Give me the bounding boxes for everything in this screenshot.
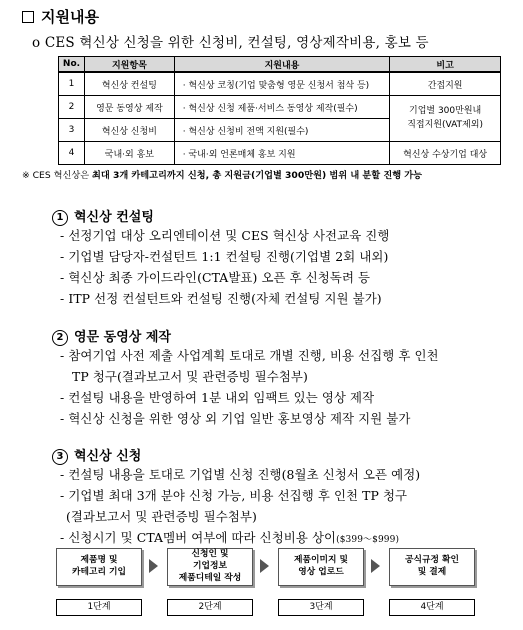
cell-item: 혁신상 컨설팅 <box>84 72 174 96</box>
step-line: 공식규정 확인 <box>404 555 460 566</box>
table-row <box>59 72 501 96</box>
cell-content: · 혁신상 코칭(기업 맞춤형 영문 신청서 첨삭 등) <box>174 72 389 96</box>
cell-no: 2 <box>59 96 85 119</box>
arrow-right-icon <box>260 559 269 573</box>
step-line: 영상 업로드 <box>298 567 344 577</box>
stage-label-4: 4단계 <box>389 599 475 616</box>
merged-note-line-2: 직접지원(VAT제외) <box>407 119 483 130</box>
cell-note: 간접지원 <box>390 72 501 96</box>
list-item: - 컨설팅 내용을 반영하여 1분 내외 임팩트 있는 영상 제작 <box>60 390 375 405</box>
table-header-row <box>59 57 501 73</box>
flow-step-4 <box>389 548 475 586</box>
stage-label-3: 3단계 <box>278 599 364 616</box>
section-heading <box>22 6 99 27</box>
header-no: No. <box>59 57 85 73</box>
section-title-text: 혁신상 신청 <box>74 449 142 464</box>
list-item: - ITP 선정 컨설턴트와 컨설팅 진행(자체 컨설팅 지원 불가) <box>60 291 382 306</box>
cell-content: · 혁신상 신청 제품·서비스 동영상 제작(필수) <box>174 96 389 119</box>
circled-number-2: 2 <box>52 330 68 346</box>
list-item: - 컨설팅 내용을 토대로 기업별 신청 진행(8월초 신청서 오픈 예정) <box>60 467 421 482</box>
cell-no: 4 <box>59 142 85 165</box>
list-item: TP 청구(결과보고서 및 관련증빙 필수첨부) <box>72 369 308 384</box>
flow-step-3 <box>278 548 364 586</box>
section-title-text: 혁신상 컨설팅 <box>74 210 154 225</box>
step-line: 제품디테일 작성 <box>178 572 242 583</box>
cell-merged-note <box>390 96 501 142</box>
cell-content: · 혁신상 신청비 전액 지원(필수) <box>174 119 389 142</box>
heading-text: 지원내용 <box>41 8 99 26</box>
cell-content: · 국내·외 언론매체 홍보 지원 <box>174 142 389 165</box>
list-item: - 혁신상 신청을 위한 영상 외 기업 일반 홍보영상 제작 지원 불가 <box>60 411 411 426</box>
intro-line: o CES 혁신상 신청을 위한 신청비, 컨설팅, 영상제작비용, 홍보 등 <box>32 35 429 51</box>
flow-step-2 <box>167 548 253 586</box>
merged-note-line-1: 기업별 300만원내 <box>409 105 482 116</box>
cell-no: 1 <box>59 72 85 96</box>
price-range: ($399～$999) <box>336 535 400 545</box>
cell-note: 혁신상 수상기업 대상 <box>390 142 501 165</box>
circled-number-1: 1 <box>52 210 68 226</box>
stage-label-2: 2단계 <box>167 599 253 616</box>
step-line: 기업정보 <box>193 561 227 572</box>
table-row <box>59 96 501 119</box>
cell-item: 영문 동영상 제작 <box>84 96 174 119</box>
step-line: 제품명 및 <box>80 555 118 566</box>
list-item: - 기업별 담당자-컨설턴트 1:1 컨설팅 진행(기업별 2회 내외) <box>60 249 389 264</box>
section-title-video <box>52 326 171 346</box>
cell-item: 국내·외 홍보 <box>84 142 174 165</box>
header-note: 비고 <box>390 57 501 73</box>
list-item: - 참여기업 사전 제출 사업계획 토대로 개별 진행, 비용 선집행 후 인천 <box>60 348 439 363</box>
cell-no: 3 <box>59 119 85 142</box>
section-title-application <box>52 445 141 465</box>
section-title-text: 영문 동영상 제작 <box>74 330 171 345</box>
step-line: 카테고리 기입 <box>71 567 127 577</box>
cell-item: 혁신상 신청비 <box>84 119 174 142</box>
list-item: (결과보고서 및 관련증빙 필수첨부) <box>66 509 257 524</box>
step-line: 및 결제 <box>417 567 447 577</box>
footnote <box>22 167 422 181</box>
arrow-right-icon <box>371 559 380 573</box>
list-item-text: - 신청시기 및 CTA멤버 여부에 따라 신청비용 상이 <box>60 530 337 545</box>
header-item: 지원항목 <box>84 57 174 73</box>
list-item: - 기업별 최대 3개 분야 신청 가능, 비용 선집행 후 인천 TP 청구 <box>60 488 408 503</box>
list-item: - 혁신상 최종 가이드라인(CTA발표) 오픈 후 신청독려 등 <box>60 270 371 285</box>
step-line: 제품이미지 및 <box>293 555 349 566</box>
circled-number-3: 3 <box>52 449 68 465</box>
list-item: - 선정기업 대상 오리엔테이션 및 CES 혁신상 사전교육 진행 <box>60 228 390 243</box>
support-table <box>58 56 501 165</box>
table-row <box>59 142 501 165</box>
section-title-consulting <box>52 206 154 226</box>
footnote-bold: 최대 3개 카테고리까지 신청, 총 지원금(기업별 300만원) 범위 내 분할 진행 가능 <box>92 170 423 181</box>
list-item <box>60 528 399 546</box>
stage-label-1: 1단계 <box>56 599 142 616</box>
checkbox-square-icon <box>22 11 34 23</box>
header-content: 지원내용 <box>174 57 389 73</box>
footnote-prefix: ※ CES 혁신상은 <box>22 170 93 181</box>
flow-step-1 <box>56 548 142 586</box>
arrow-right-icon <box>149 559 158 573</box>
step-line: 신청인 및 <box>191 549 229 560</box>
